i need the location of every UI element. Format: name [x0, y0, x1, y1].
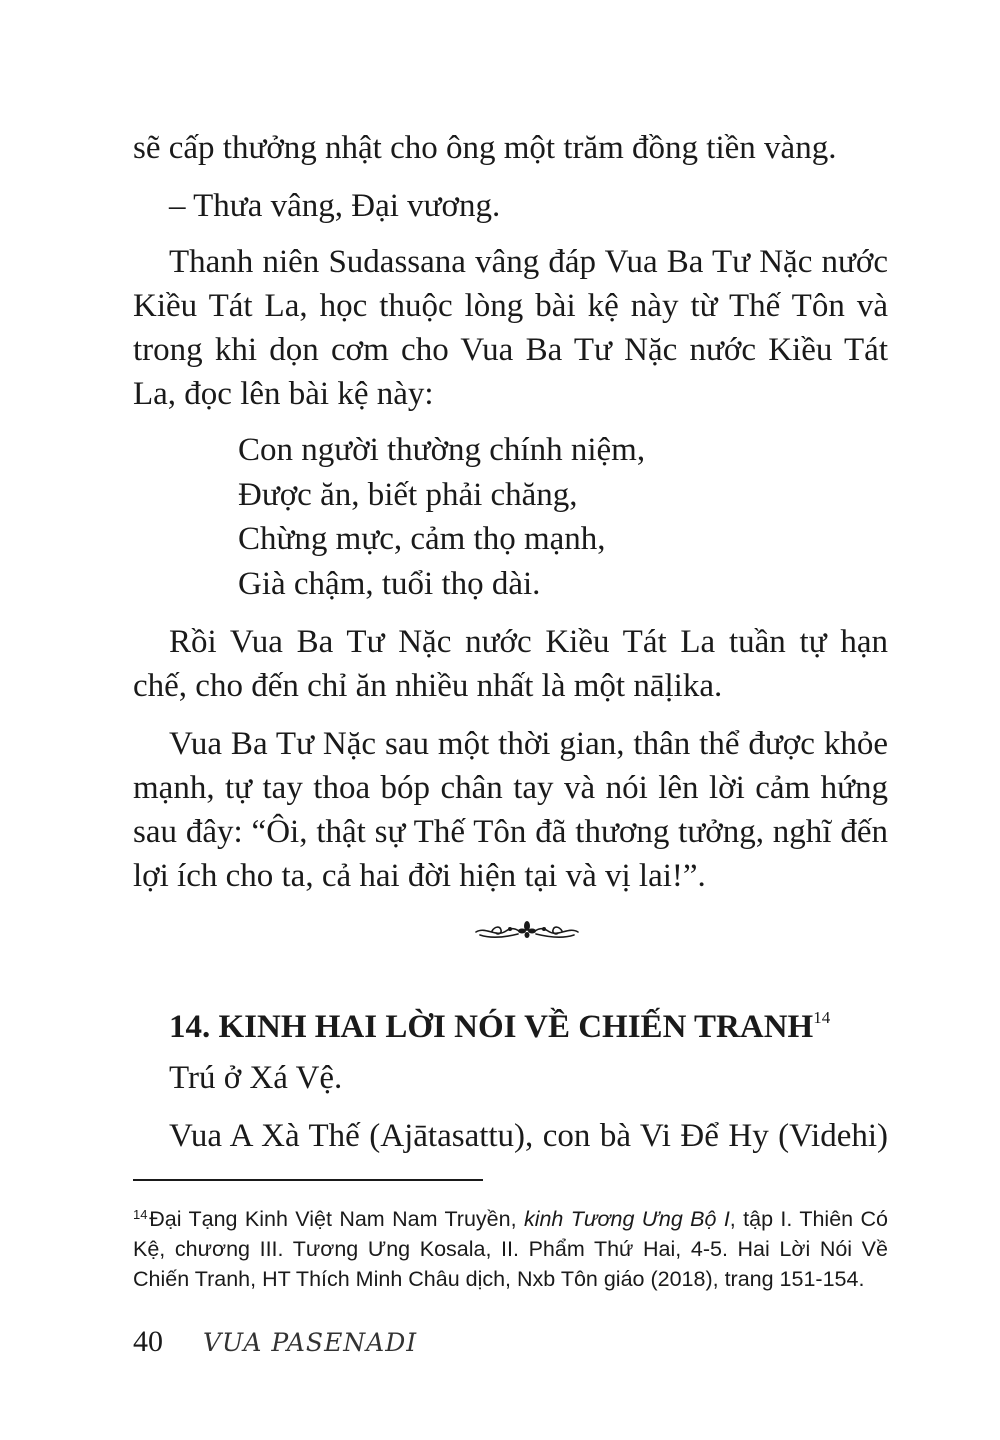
verse-line: Con người thường chính niệm,	[238, 432, 646, 468]
ornament-divider-icon	[472, 916, 582, 946]
paragraph-continuation: sẽ cấp thưởng nhật cho ông một trăm đồng tiền vàng.	[133, 130, 837, 166]
running-title: VUA PASENADI	[203, 1328, 418, 1357]
verse-block	[238, 428, 838, 606]
page-number: 40	[133, 1325, 163, 1358]
footnote-text-rest: , tập I. Thiên Có Kệ, chương III. Tương Ưng Kosala, II. Phẩm Thứ Hai, 4-5. Hai Lời Nói Về Chiến Tranh, HT Thích Minh Châu dịch, Nxb Tôn giáo (2018), trang 151-154.	[133, 1207, 888, 1291]
paragraph-restriction: Rồi Vua Ba Tư Nặc nước Kiều Tát La tuần tự hạn chế, cho đến chỉ ăn nhiều nhất là một nāḷika.	[133, 624, 888, 704]
paragraph-location: Trú ở Xá Vệ.	[169, 1060, 343, 1096]
verse-line: Được ăn, biết phải chăng,	[238, 476, 578, 513]
paragraph-ajatasattu: Vua A Xà Thế (Ajātasattu), con bà Vi Để Hy (Videhi)	[169, 1118, 888, 1154]
paragraph-reply: – Thưa vâng, Đại vương.	[169, 188, 501, 224]
footnote-italic-title: kinh Tương Ưng Bộ I	[523, 1207, 730, 1231]
paragraph-sudassana: Thanh niên Sudassana vâng đáp Vua Ba Tư Nặc nước Kiều Tát La, học thuộc lòng bài kệ này từ Thế Tôn và trong khi dọn cơm cho Vua Ba Tư Nặc nước Kiều Tát La, đọc lên bài kệ này:	[133, 244, 888, 412]
footnote-marker: 14	[133, 1207, 148, 1222]
footnote-separator	[133, 1179, 483, 1181]
section-heading-text: 14. KINH HAI LỜI NÓI VỀ CHIẾN TRANH	[169, 1009, 814, 1045]
heading-footnote-ref: 14	[813, 1008, 831, 1027]
verse-line: Chừng mực, cảm thọ mạnh,	[238, 521, 606, 557]
footnote	[133, 1200, 888, 1294]
paragraph-exclamation: Vua Ba Tư Nặc sau một thời gian, thân thể được khỏe mạnh, tự tay thoa bóp chân tay và nói lên lời cảm hứng sau đây: “Ôi, thật sự Thế Tôn đã thương tưởng, nghĩ đến lợi ích cho ta, cả hai đời hiện tại và vị lai!”.	[133, 726, 888, 894]
section-heading	[169, 996, 889, 1049]
verse-line: Già chậm, tuổi thọ dài.	[238, 565, 541, 602]
footnote-text: Đại Tạng Kinh Việt Nam Nam Truyền,	[149, 1207, 524, 1231]
